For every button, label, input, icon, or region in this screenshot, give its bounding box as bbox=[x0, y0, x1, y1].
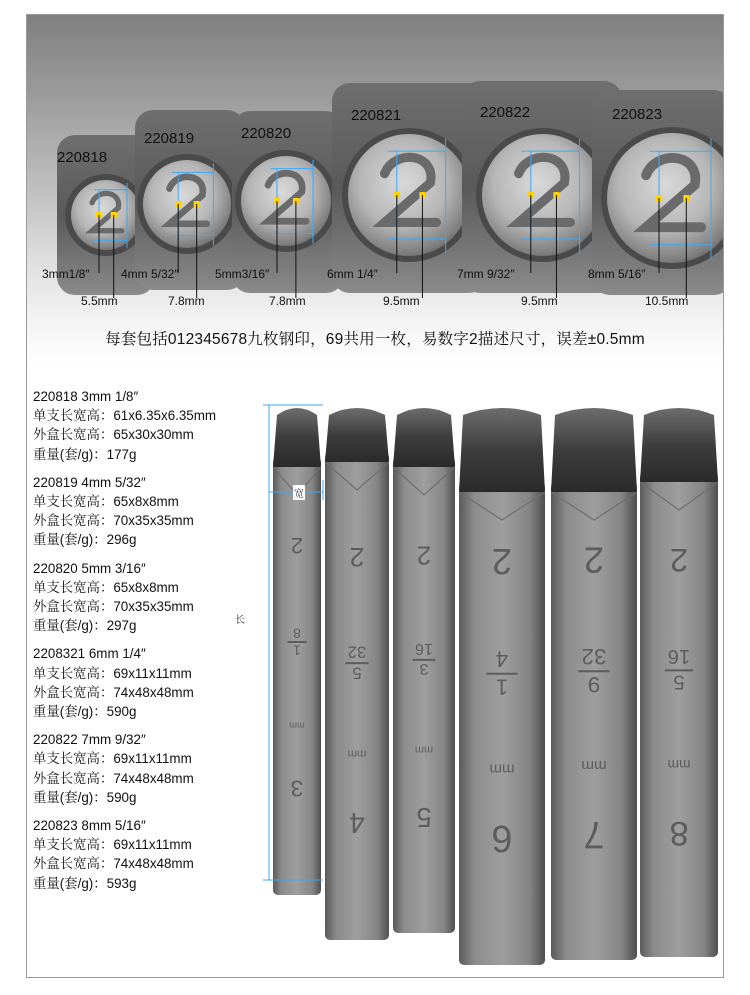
spec-box-dims: 外盒长宽高：70x35x35mm bbox=[33, 599, 194, 615]
stamped-size-number: 5 bbox=[416, 802, 432, 834]
punch-shank bbox=[325, 452, 389, 940]
stamped-fraction-denominator: 16 bbox=[667, 645, 691, 668]
punch-face bbox=[143, 160, 231, 248]
model-label: 220822 bbox=[480, 104, 531, 121]
punch-head bbox=[273, 408, 321, 467]
stamped-digit-2: 2 bbox=[416, 540, 432, 571]
stamped-unit: mm bbox=[414, 743, 434, 756]
size-imperial-label: 5mm3/16″ bbox=[215, 267, 270, 281]
punch-head bbox=[459, 408, 545, 492]
spec-weight: 重量(套/g)：296g bbox=[33, 532, 137, 548]
spec-weight: 重量(套/g)：297g bbox=[33, 618, 137, 634]
size-metric-label: 9.5mm bbox=[383, 294, 420, 308]
spec-unit-dims: 单支长宽高：69x11x11mm bbox=[33, 751, 192, 767]
stamped-fraction-denominator: 8 bbox=[293, 625, 301, 641]
spec-box-dims: 外盒长宽高：74x48x48mm bbox=[33, 770, 194, 786]
spec-weight: 重量(套/g)：593g bbox=[33, 875, 137, 891]
size-imperial-label: 6mm 1/4″ bbox=[327, 267, 378, 281]
size-metric-label: 10.5mm bbox=[645, 294, 689, 308]
stamped-digit-2: 2 bbox=[583, 539, 605, 581]
spec-weight: 重量(套/g)：590g bbox=[33, 789, 137, 805]
stamped-digit-2: 2 bbox=[349, 542, 365, 573]
stamped-fraction-numerator: 5 bbox=[673, 670, 685, 693]
stamped-digit-2: 2 bbox=[669, 542, 689, 580]
model-label: 220818 bbox=[57, 149, 108, 166]
length-label: 长 bbox=[235, 615, 245, 626]
punch-face bbox=[348, 134, 470, 256]
size-metric-label: 7.8mm bbox=[269, 294, 306, 308]
stamped-fraction-numerator: 1 bbox=[293, 642, 301, 658]
stamped-fraction-numerator: 1 bbox=[495, 674, 509, 700]
stamped-size-number: 6 bbox=[491, 816, 513, 859]
model-label: 220819 bbox=[144, 130, 195, 147]
punch-shank bbox=[273, 457, 321, 895]
size-imperial-label: 4mm 5/32″ bbox=[121, 267, 179, 281]
stamped-size-number: 7 bbox=[583, 812, 605, 855]
size-imperial-label: 8mm 5/16″ bbox=[588, 267, 646, 281]
punch-face bbox=[241, 156, 331, 246]
spec-model: 2208321 6mm 1/4″ bbox=[33, 646, 146, 662]
side-punch-1 bbox=[273, 408, 321, 895]
punch-head bbox=[393, 408, 455, 467]
stamped-fraction-numerator: 5 bbox=[352, 663, 362, 683]
side-punch-2 bbox=[325, 408, 389, 940]
stamped-fraction-denominator: 32 bbox=[581, 643, 607, 669]
side-punch-5 bbox=[551, 408, 637, 960]
spec-model: 220818 3mm 1/8″ bbox=[33, 389, 139, 404]
spec-weight: 重量(套/g)：177g bbox=[33, 446, 137, 462]
side-punch-4 bbox=[459, 408, 545, 965]
side-punch-3 bbox=[393, 408, 455, 933]
stamped-fraction-numerator: 3 bbox=[419, 659, 429, 678]
spec-unit-dims: 单支长宽高：69x11x11mm bbox=[33, 837, 192, 853]
stamped-fraction-denominator: 16 bbox=[415, 639, 433, 658]
stamped-fraction-denominator: 32 bbox=[347, 642, 367, 662]
size-imperial-label: 7mm 9/32″ bbox=[457, 267, 515, 281]
set-description: 每套包括012345678九枚钢印，69共用一枚，易数字2描述尺寸，误差±0.5mm bbox=[105, 331, 645, 348]
spec-model: 220819 4mm 5/32″ bbox=[33, 474, 146, 490]
spec-model: 220822 7mm 9/32″ bbox=[33, 732, 146, 748]
stamped-unit: mm bbox=[289, 720, 305, 731]
punch-ends-illustration bbox=[27, 15, 723, 365]
model-label: 220823 bbox=[612, 106, 663, 123]
punch-face bbox=[482, 134, 604, 256]
spec-box-dims: 外盒长宽高：65x30x30mm bbox=[33, 427, 194, 443]
spec-box-dims: 外盒长宽高：74x48x48mm bbox=[33, 684, 194, 700]
stamped-unit: mm bbox=[581, 757, 607, 775]
stamped-size-number: 3 bbox=[290, 775, 304, 802]
stamped-unit: mm bbox=[489, 760, 515, 778]
spec-box-dims: 外盒长宽高：74x48x48mm bbox=[33, 856, 194, 872]
spec-box-dims: 外盒长宽高：70x35x35mm bbox=[33, 513, 194, 529]
spec-weight: 重量(套/g)：590g bbox=[33, 704, 137, 720]
spec-model: 220823 8mm 5/16″ bbox=[33, 818, 146, 834]
stamped-unit: mm bbox=[667, 757, 691, 773]
punch-head bbox=[325, 408, 389, 462]
spec-model: 220820 5mm 3/16″ bbox=[33, 560, 146, 576]
stamped-fraction-denominator: 4 bbox=[495, 646, 509, 672]
width-label: 宽 bbox=[293, 485, 305, 500]
size-metric-label: 9.5mm bbox=[521, 294, 558, 308]
stamped-digit-2: 2 bbox=[491, 541, 513, 583]
size-metric-label: 7.8mm bbox=[168, 294, 205, 308]
spec-unit-dims: 单支长宽高：65x8x8mm bbox=[33, 494, 179, 510]
size-imperial-label: 3mm1/8″ bbox=[42, 267, 90, 281]
punch-face bbox=[71, 180, 141, 250]
product-image-frame bbox=[26, 14, 724, 978]
stamped-unit: mm bbox=[347, 747, 367, 760]
punch-head bbox=[640, 408, 718, 482]
spec-unit-dims: 单支长宽高：69x11x11mm bbox=[33, 665, 192, 681]
model-label: 220821 bbox=[351, 107, 402, 124]
size-metric-label: 5.5mm bbox=[81, 294, 118, 308]
punch-end-photo bbox=[27, 15, 723, 365]
model-label: 220820 bbox=[241, 125, 292, 142]
punch-shank bbox=[393, 457, 455, 933]
stamped-size-number: 4 bbox=[349, 806, 365, 839]
stamped-size-number: 8 bbox=[669, 814, 689, 853]
stamped-fraction-numerator: 9 bbox=[587, 671, 601, 697]
spec-unit-dims: 单支长宽高：61x6.35x6.35mm bbox=[33, 408, 217, 424]
stamped-digit-2: 2 bbox=[290, 533, 304, 558]
spec-unit-dims: 单支长宽高：65x8x8mm bbox=[33, 579, 179, 595]
side-punch-6 bbox=[640, 408, 718, 957]
punch-side-illustration bbox=[227, 375, 723, 978]
punch-head bbox=[551, 408, 637, 492]
